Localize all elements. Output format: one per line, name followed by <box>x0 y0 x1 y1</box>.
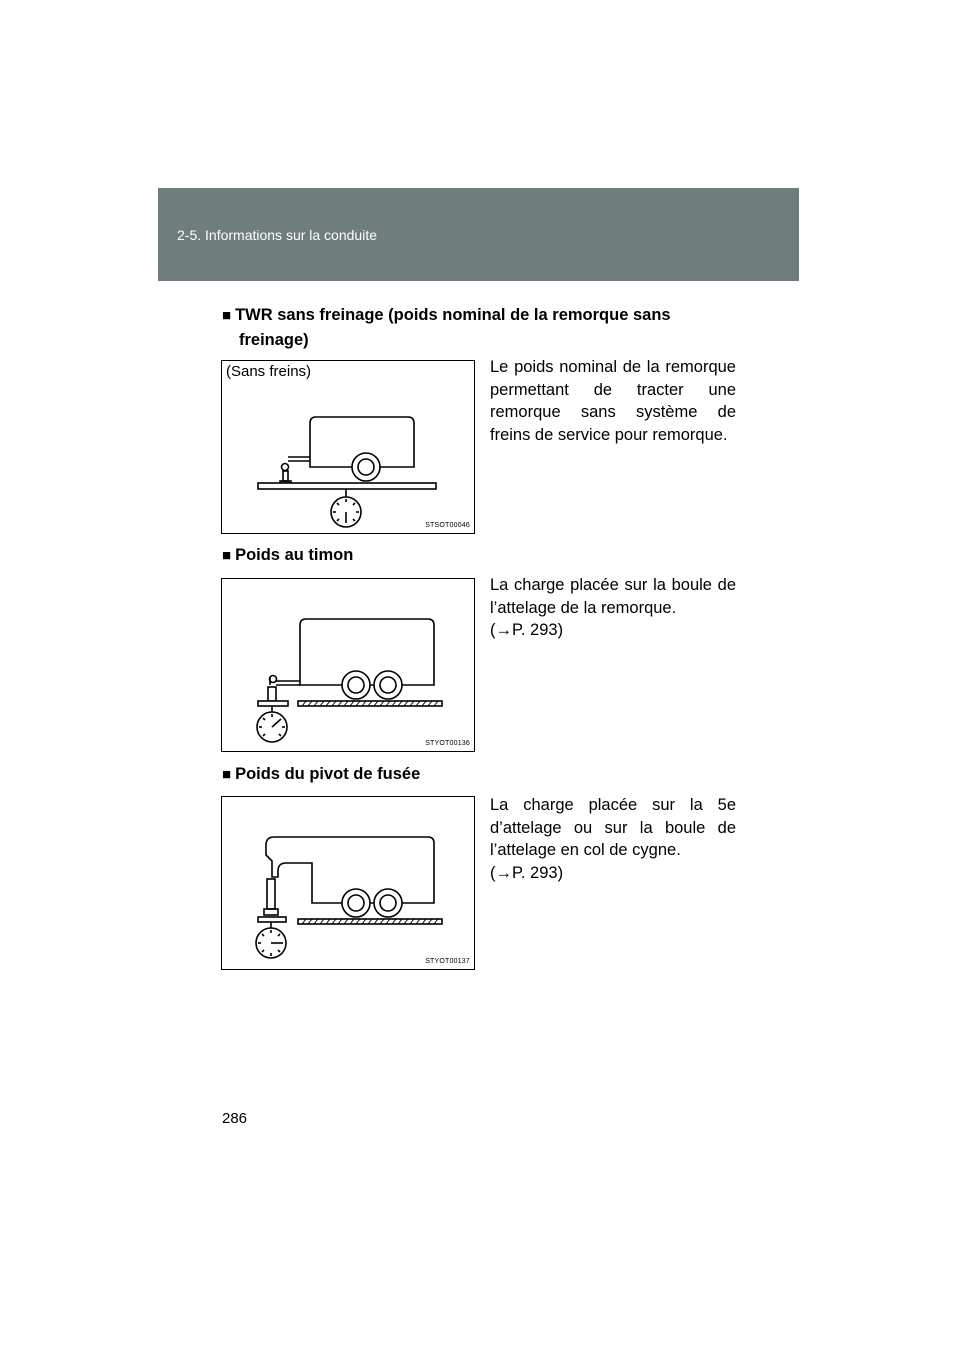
heading-twr <box>222 303 737 353</box>
heading-twr-line1: TWR sans freinage (poids nominal de la remorque sans <box>235 306 671 324</box>
figure-code: STYOT00136 <box>425 740 470 747</box>
figure-tongue-weight <box>221 578 475 752</box>
heading-kingpin-weight <box>222 762 420 787</box>
description-kingpin-weight <box>490 794 736 884</box>
desc-line: d’attelage ou sur la boule de <box>490 818 736 837</box>
bullet-icon: ■ <box>222 307 232 324</box>
trailer-scale-icon <box>222 361 476 535</box>
heading-twr-line2: freinage) <box>239 331 309 349</box>
heading-kingpin-weight-text: Poids du pivot de fusée <box>235 765 421 783</box>
tongue-weight-icon <box>222 579 476 753</box>
desc-line: (→P. 293) <box>490 621 564 639</box>
desc-line: (→P. 293) <box>490 863 564 882</box>
desc-line: La charge placée sur la 5e <box>490 796 736 814</box>
description-tongue-weight <box>490 574 736 642</box>
figure-caption: (Sans freins) <box>226 363 312 380</box>
heading-tongue-weight <box>222 543 353 568</box>
desc-line: Le poids nominal de la remorque <box>490 358 736 376</box>
page-number: 286 <box>222 1110 248 1127</box>
figure-code: STSOT00046 <box>425 522 470 529</box>
figure-kingpin-weight <box>221 796 475 970</box>
desc-line: l’attelage en col de cygne. <box>490 841 681 859</box>
desc-line: permettant de tracter une <box>490 380 736 399</box>
bullet-icon: ■ <box>222 547 232 564</box>
desc-line: l’attelage de la remorque. <box>490 598 677 617</box>
figure-trailer-no-brakes <box>221 360 475 534</box>
section-header <box>158 188 799 281</box>
description-twr <box>490 356 736 446</box>
bullet-icon: ■ <box>222 766 232 783</box>
desc-line: freins de service pour remorque. <box>490 425 728 444</box>
desc-line: remorque sans système de <box>490 403 736 421</box>
kingpin-weight-icon <box>222 797 476 971</box>
desc-line: La charge placée sur la boule de <box>490 576 736 594</box>
section-title: 2-5. Informations sur la conduite <box>177 227 377 243</box>
figure-code: STYOT00137 <box>425 958 470 965</box>
heading-tongue-weight-text: Poids au timon <box>235 546 354 564</box>
